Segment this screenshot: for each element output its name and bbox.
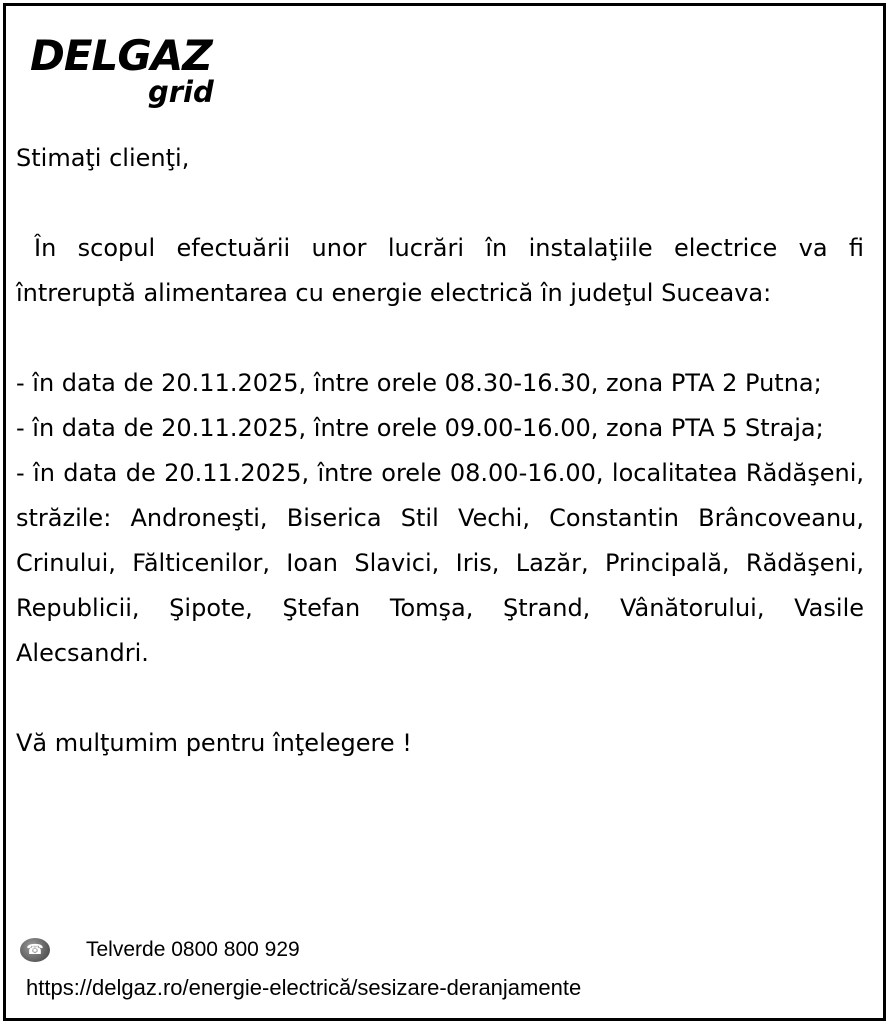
support-url[interactable]: https://delgaz.ro/energie-electrică/sesizare-deranjamente xyxy=(26,975,582,1000)
phone-number: Telverde 0800 800 929 xyxy=(86,938,300,961)
closing-line: Vă mulţumim pentru înţelegere ! xyxy=(16,729,412,757)
greeting: Stimaţi clienţi, xyxy=(16,144,190,172)
logo-sub-text: grid xyxy=(148,75,214,109)
notice-body xyxy=(16,136,864,766)
contact-info xyxy=(20,935,860,1001)
delgaz-grid-logo xyxy=(30,31,240,114)
phone-row xyxy=(20,935,860,965)
intro-paragraph: În scopul efectuării unor lucrări în instalaţiile electrice va fi întreruptă alimentarea cu energie electrică în judeţul Suceava: xyxy=(16,234,864,307)
outage-item-2: - în data de 20.11.2025, între orele 09.00-16.00, zona PTA 5 Straja; xyxy=(16,414,824,442)
phone-icon: ☎ xyxy=(20,938,50,962)
outage-item-3: - în data de 20.11.2025, între orele 08.00-16.00, localitatea Rădăşeni, străzile: Androneşti, Biserica Stil Vechi, Constantin Brâncoveanu, Crinului, Fălticenilor, Ioan Slavici, Iris, Lazăr, Principală, Rădăşeni, Republicii, Şipote, Ştefan Tomşa, Ştrand, Vânătorului, Vasile Alecsandri. xyxy=(16,459,864,667)
logo-main-text: DELGAZ xyxy=(30,31,212,80)
outage-item-1: - în data de 20.11.2025, între orele 08.30-16.30, zona PTA 2 Putna; xyxy=(16,369,822,397)
